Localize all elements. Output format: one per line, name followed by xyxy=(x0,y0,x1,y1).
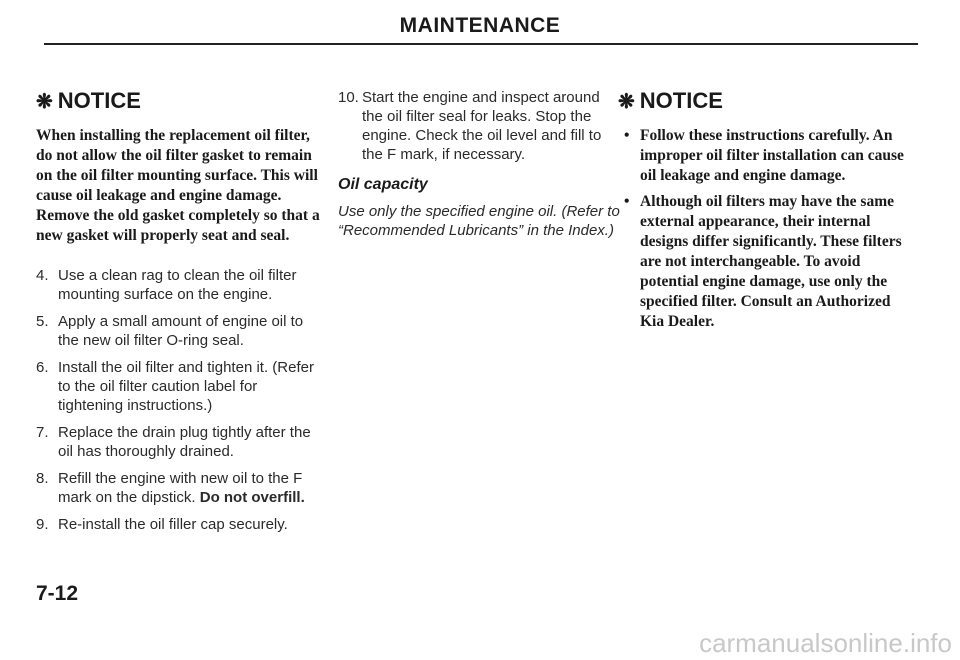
right-column xyxy=(618,88,918,338)
step-text xyxy=(58,469,326,507)
bullet-icon: • xyxy=(624,193,630,210)
step-number: 6. xyxy=(36,359,49,376)
step-number: 7. xyxy=(36,424,49,441)
oil-capacity-heading: Oil capacity xyxy=(338,176,428,193)
notice-label: NOTICE xyxy=(639,88,723,113)
step-text: Replace the drain plug tightly after the oil has thoroughly drained. xyxy=(58,424,311,460)
step-text: Apply a small amount of engine oil to the new oil filter O-ring seal. xyxy=(58,313,304,349)
notice-heading xyxy=(36,88,326,114)
step-number: 5. xyxy=(36,313,49,330)
watermark: carmanualsonline.info xyxy=(699,628,952,658)
step-number: 10. xyxy=(338,89,359,106)
list-item xyxy=(338,88,623,164)
page-number: 7-12 xyxy=(36,582,79,605)
step-number: 8. xyxy=(36,470,49,487)
step-list xyxy=(338,88,623,164)
notice-heading xyxy=(618,88,918,114)
step-text-plain: Refill the engine with new oil to the F mark on the dipstick. xyxy=(58,470,303,506)
bullet-text: Although oil filters may have the same external appearance, their internal designs differ significantly. These filters are not interchangeable. To avoid potential engine damage, use only the specified filter. Consult an Authorized Kia Dealer. xyxy=(640,193,902,330)
page-header: MAINTENANCE xyxy=(399,14,561,37)
step-text: Re-install the oil filler cap securely. xyxy=(58,516,288,533)
list-item xyxy=(36,358,326,415)
step-text: Install the oil filter and tighten it. (Refer to the oil filter caution label for tightening instructions.) xyxy=(58,359,314,414)
list-item xyxy=(618,126,918,186)
list-item xyxy=(618,192,918,332)
list-item xyxy=(36,266,326,304)
oil-capacity-text: Use only the specified engine oil. (Refer to “Recommended Lubricants” in the Index.) xyxy=(338,203,620,239)
step-text: Use a clean rag to clean the oil filter mounting surface on the engine. xyxy=(58,267,297,303)
step-number: 4. xyxy=(36,267,49,284)
header-rule xyxy=(44,43,918,45)
list-item xyxy=(36,423,326,461)
step-text: Start the engine and inspect around the oil filter seal for leaks. Stop the engine. Check the oil level and fill to the F mark, if necessary. xyxy=(362,89,602,163)
notice-text: When installing the replacement oil filter, do not allow the oil filter gasket to remain on the oil filter mounting surface. This will cause oil leakage and engine damage. Remove the old gasket completely so that a new gasket will properly seat and seal. xyxy=(36,127,320,244)
bullet-text: Follow these instructions carefully. An improper oil filter installation can cause oil leakage and engine damage. xyxy=(640,127,904,184)
bullet-icon: • xyxy=(624,127,630,144)
notice-bullet-list xyxy=(618,126,918,332)
left-column xyxy=(36,88,326,542)
asterisk-icon: ❋ xyxy=(618,90,635,113)
step-number: 9. xyxy=(36,516,49,533)
asterisk-icon: ❋ xyxy=(36,90,53,113)
list-item xyxy=(36,515,326,534)
list-item xyxy=(36,469,326,507)
step-text-emphasis: Do not overfill. xyxy=(199,489,305,506)
middle-column xyxy=(338,88,623,240)
step-list xyxy=(36,266,326,534)
list-item xyxy=(36,312,326,350)
notice-label: NOTICE xyxy=(57,88,141,113)
